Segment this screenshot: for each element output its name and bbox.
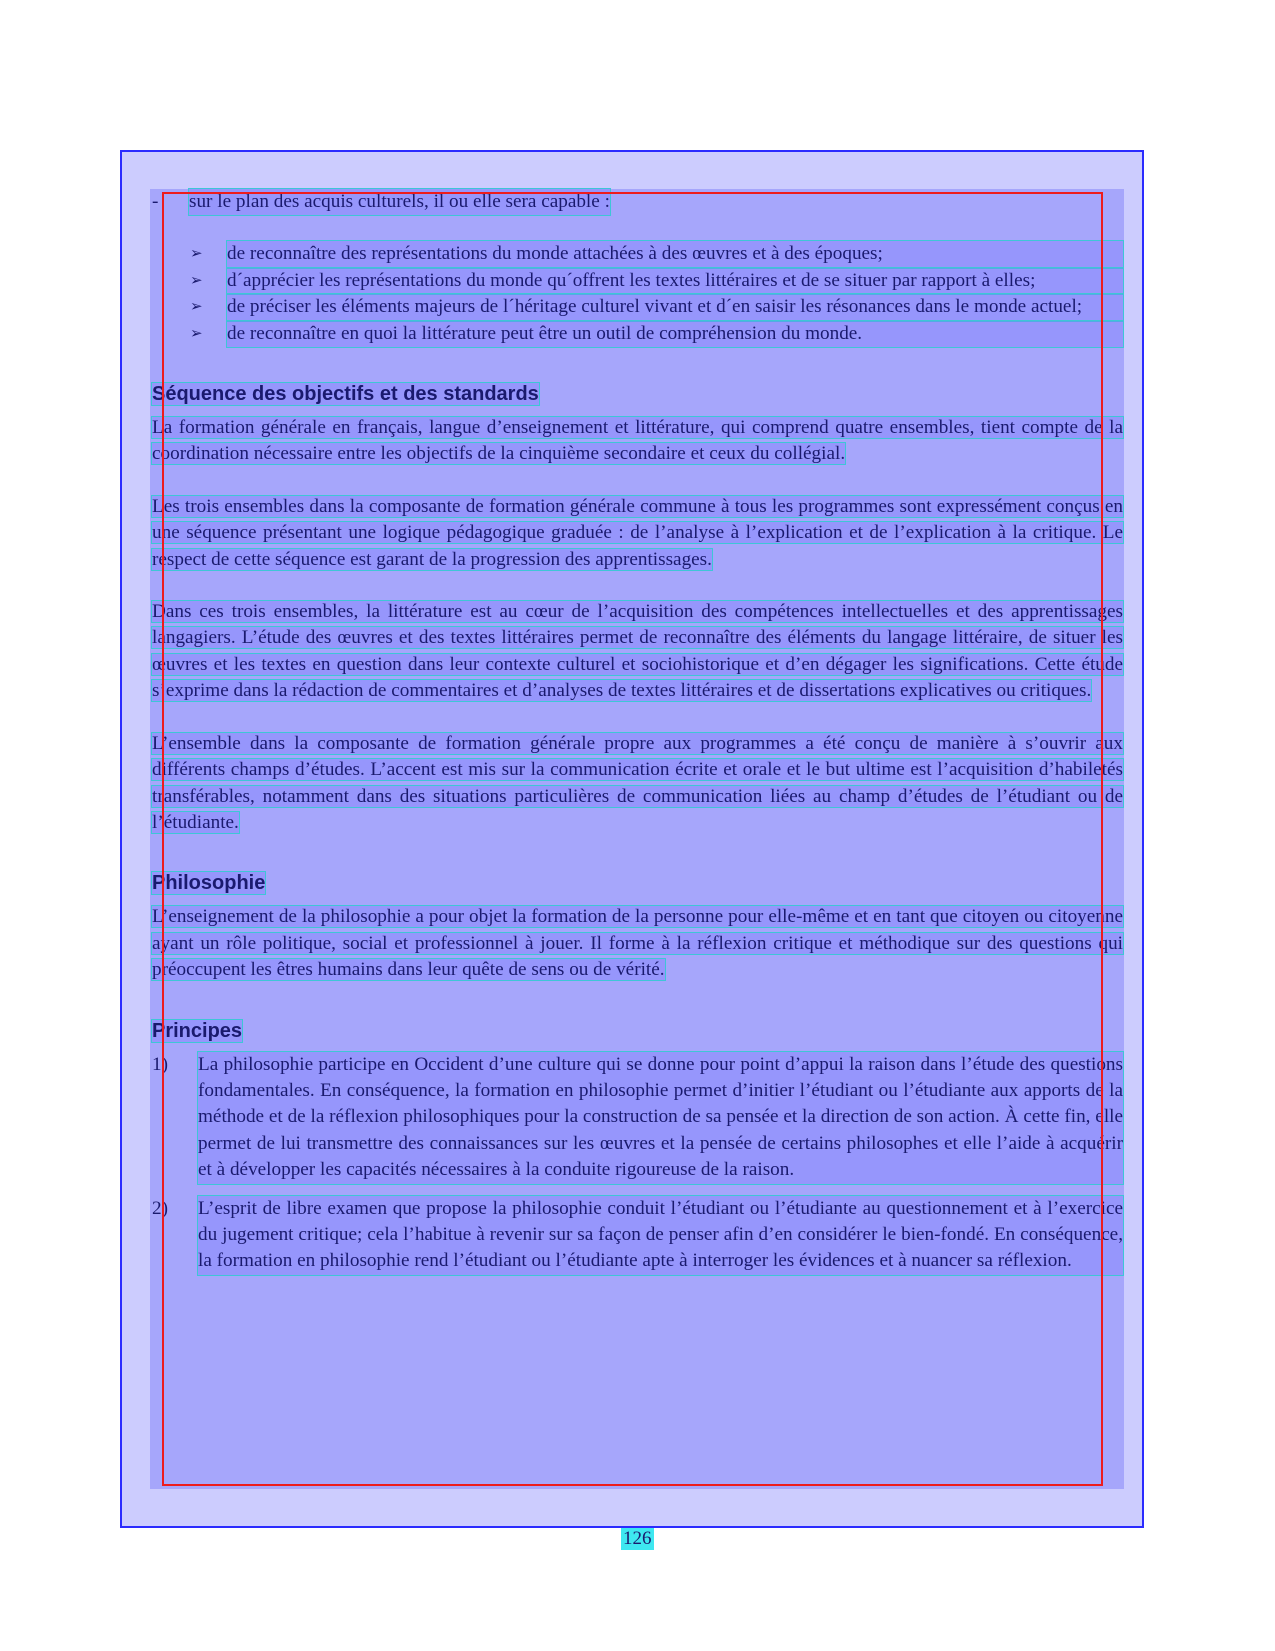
item-text: La philosophie participe en Occident d’une culture qui se donne pour point d’appui la raison dans l’étude des questions fondamentales. En conséquence, la formation en philosophie permet d’initier l’étudiant ou l’étudiante aux apports de la méthode et de la réflexion philosophiques pour la construction de sa pensée et la direction de son action. À cette fin, elle permet de lui transmettre des connaissances sur les œuvres et la pensée de certains philosophes et elle l’aide à acquérir et à développer les capacités nécessaires à la conduite rigoureuse de la raison. [198, 1052, 1123, 1184]
list-item-text: d´apprécier les représentations du monde qu´offrent les textes littéraires et de se situer par rapport à elles; [227, 268, 1123, 294]
list-item [190, 294, 1123, 320]
list-item [190, 268, 1123, 294]
item-number: 2) [152, 1197, 168, 1219]
paragraph: Les trois ensembles dans la composante de formation générale commune à tous les programmes sont expressément conçus en une séquence présentant une logique pédagogique graduée : de l’analyse à l’explication et de l’explication à la critique. Le respect de cette séquence est garant de la progression des apprentissages. [152, 495, 1123, 570]
list-item-text: de reconnaître en quoi la littérature peut être un outil de compréhension du monde. [227, 321, 1123, 347]
list-item [190, 321, 1123, 347]
arrow-bullet-icon: ➢ [190, 272, 203, 289]
numbered-item [152, 1196, 1123, 1275]
paragraph: La formation générale en français, langue d’enseignement et littérature, qui comprend quatre ensembles, tient compte de la coordination nécessaire entre les objectifs de la cinquième secondaire et ceux du collégial. [152, 417, 1123, 465]
arrow-bullet-icon: ➢ [190, 325, 203, 342]
section-heading-philosophie: Philosophie [152, 872, 266, 895]
paragraph: Dans ces trois ensembles, la littérature est au cœur de l’acquisition des compétences intellectuelles et des apprentissages langagiers. L’étude des œuvres et des textes littéraires permet de reconnaître des éléments du langage littéraire, de situer les œuvres et les textes en question dans leur contexte culturel et sociohistorique et d’en dégager les significations. Cette étude s’exprime dans la rédaction de commentaires et d’analyses de textes littéraires et de dissertations explicatives ou critiques. [152, 601, 1123, 702]
list-item [190, 241, 1123, 267]
section-heading-sequence: Séquence des objectifs et des standards [152, 383, 539, 406]
arrow-bullet-icon: ➢ [190, 246, 203, 263]
page-content [152, 189, 1123, 1275]
list-item-text: de préciser les éléments majeurs de l´héritage culturel vivant et d´en saisir les résonances dans le monde actuel; [227, 294, 1123, 320]
arrow-bullet-icon: ➢ [190, 299, 203, 316]
page-number: 126 [623, 1528, 652, 1549]
paragraph: L’ensemble dans la composante de formation générale propre aux programmes a été conçu de manière à s’ouvrir aux différents champs d’études. L’accent est mis sur la communication écrite et orale et le but ultime est l’acquisition d’habiletés transférables, notamment dans des situations particulières de communication liées au champ d’études de l’étudiant ou de l’étudiante. [152, 732, 1123, 833]
item-number: 1) [152, 1053, 168, 1075]
intro-bullet-text: sur le plan des acquis culturels, il ou elle sera capable : [189, 189, 610, 215]
section-heading-principes: Principes [152, 1019, 243, 1042]
cultural-skills-list [190, 241, 1123, 347]
list-item-text: de reconnaître des représentations du monde attachées à des œuvres et à des époques; [227, 241, 1123, 267]
numbered-item [152, 1052, 1123, 1184]
dash-marker: - [152, 191, 159, 212]
paragraph: L’enseignement de la philosophie a pour objet la formation de la personne pour elle-même et en tant que citoyen ou citoyenne ayant un rôle politique, social et professionnel à jouer. Il forme à la réflexion critique et méthodique sur des questions qui préoccupent les êtres humains dans leur quête de sens ou de vérité. [152, 906, 1123, 981]
item-text: L’esprit de libre examen que propose la philosophie conduit l’étudiant ou l’étudiante au questionnement et à l’exercice du jugement critique; cela l’habitue à revenir sur sa façon de penser afin d’en considérer le bien-fondé. En conséquence, la formation en philosophie rend l’étudiant ou l’étudiante apte à interroger les évidences et à nuancer sa réflexion. [198, 1196, 1123, 1275]
intro-bullet [152, 189, 1123, 215]
